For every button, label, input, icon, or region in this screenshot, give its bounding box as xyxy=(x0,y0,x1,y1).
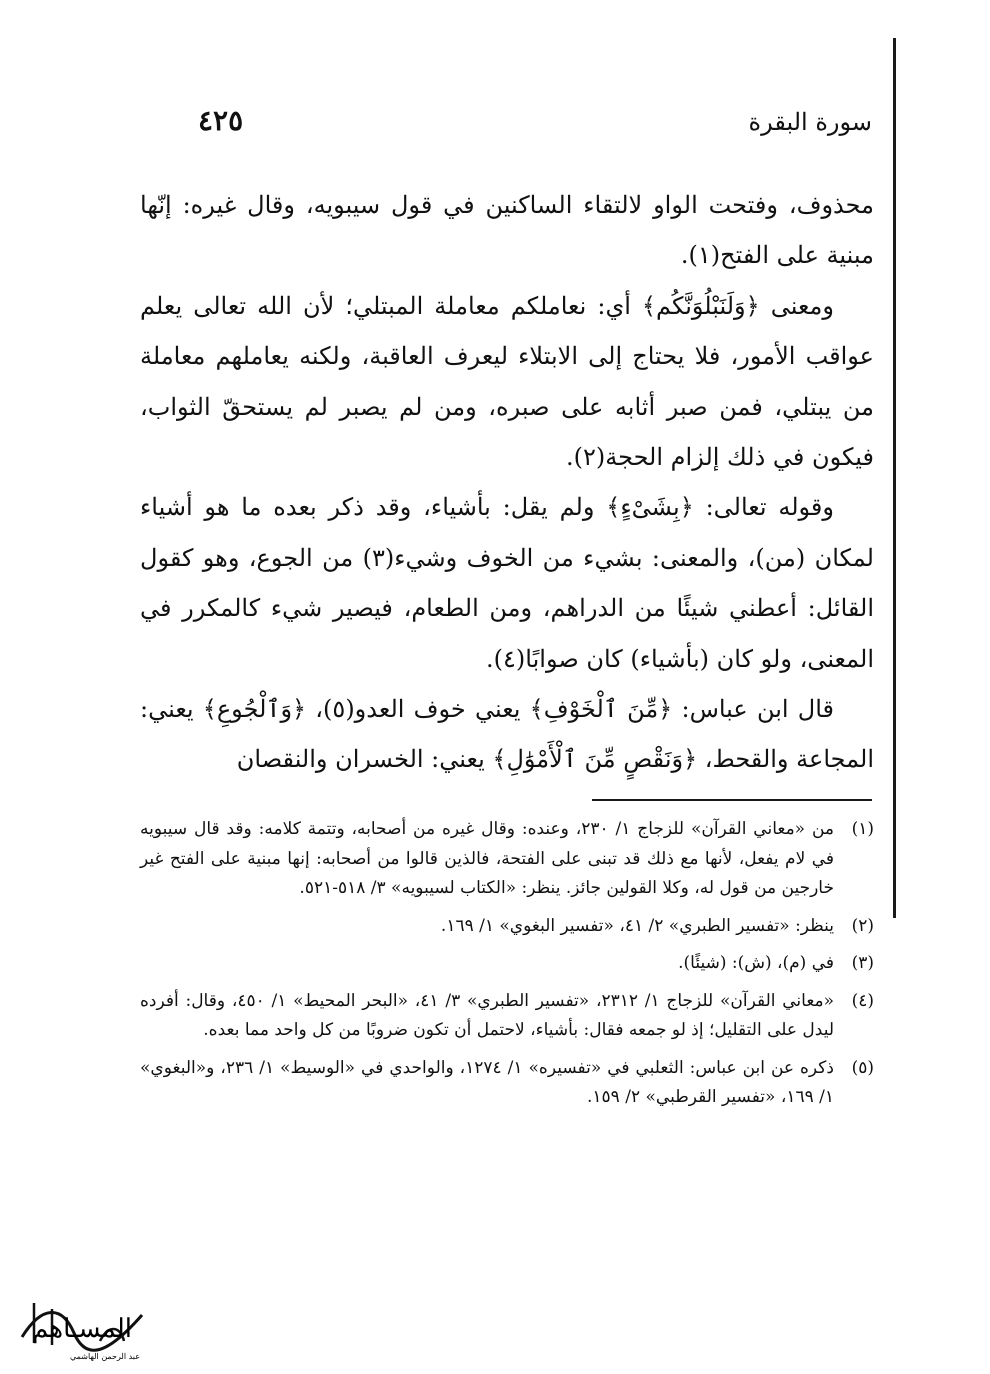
footnote-number: (٢) xyxy=(851,915,874,936)
paragraph: قال ابن عباس: ﴿مِّنَ ٱلْخَوْفِ﴾ يعني خوف العدو(٥)، ﴿وَٱلْجُوعِ﴾ يعني: المجاعة والقحط، ﴿وَنَقْصٍ مِّنَ ٱلْأَمْوَٰلِ﴾ يعني: الخسران والنقصان xyxy=(140,695,874,774)
footnote-text: من «معاني القرآن» للزجاج ١/ ٢٣٠، وعنده: وقال غيره من أصحابه، وتتمة كلامه: وقد قال سيبويه في لام يفعل، لأنها مع ذلك قد تبنى على الفتحة، فالذين قالوا من أصحابه: إنها مبنية على الفتح غير خارجين من قول له، وكلا القولين جائز. ينظر: «الكتاب لسيبويه» ٣/ ٥١٨-٥٢١. xyxy=(140,819,834,898)
margin-rule xyxy=(893,38,896,918)
paragraph: محذوف، وفتحت الواو لالتقاء الساكنين في قول سيبويه، وقال غيره: إنّها مبنية على الفتح(١). xyxy=(140,191,874,270)
footnote-text: ذكره عن ابن عباس: الثعلبي في «تفسيره» ١/ ١٢٧٤، والواحدي في «الوسيط» ١/ ٢٣٦، و«البغوي» ١/ ١٦٩، «تفسير القرطبي» ٢/ ١٥٩. xyxy=(140,1057,834,1107)
footnote-number: (٣) xyxy=(851,953,874,973)
paragraph: وقوله تعالى: ﴿بِشَىْءٍ﴾ ولم يقل: بأشياء، وقد ذكر بعده ما هو أشياء لمكان (من)، والمعنى: بشيء من الخوف وشيء(٣) من الجوع، وهو كقول القائل: أعطني شيئًا من الدراهم، ومن الطعام، فيصير شيء كالمكرر في المعنى، ولو كان (بأشياء) كان صوابًا(٤). xyxy=(140,493,874,673)
footnote xyxy=(140,815,874,904)
footnote-number: (١) xyxy=(851,819,874,839)
calligraphy-logo-icon xyxy=(12,1285,152,1365)
main-text xyxy=(140,180,874,785)
footnote xyxy=(140,1054,874,1113)
page-number: ٤٢٥ xyxy=(198,104,244,137)
footnote-number: (٤) xyxy=(851,990,874,1011)
footnote-text: «معاني القرآن» للزجاج ١/ ٢٣١٢، «تفسير الطبري» ٣/ ٤١، «البحر المحيط» ١/ ٤٥٠، وقال: أفرده ليدل على التقليل؛ إذ لو جمعه فقال: بأشياء، لاحتمل أن تكون ضروبًا من كل واحد مما بعده. xyxy=(140,990,835,1040)
logo-text: المسـاهم xyxy=(32,1314,132,1344)
paragraph: ومعنى ﴿وَلَنَبْلُوَنَّكُم﴾ أي: نعاملكم معاملة المبتلي؛ لأن الله تعالى يعلم عواقب الأمور، فلا يحتاج إلى الابتلاء ليعرف العاقبة، ولكنه يعاملهم معاملة من يبتلي، فمن صبر أثابه على صبره، ومن لم يصبر لم يستحقّ الثواب، فيكون في ذلك إلزام الحجة(٢). xyxy=(140,291,874,472)
footnote-separator xyxy=(592,799,872,801)
footnote-text: في (م)، (ش): (شيئًا). xyxy=(678,953,834,973)
footnotes xyxy=(140,815,874,1121)
surah-title: سورة البقرة xyxy=(748,108,872,136)
footnote-number: (٥) xyxy=(851,1057,874,1078)
footnote-text: ينظر: «تفسير الطبري» ٢/ ٤١، «تفسير البغوي» ١/ ١٦٩. xyxy=(440,915,834,936)
footnote xyxy=(140,912,874,942)
footnote xyxy=(140,987,874,1046)
page-header xyxy=(150,104,872,148)
logo-subtext: عبد الرحمن الهاشمي xyxy=(70,1352,140,1361)
footnote xyxy=(140,949,874,979)
